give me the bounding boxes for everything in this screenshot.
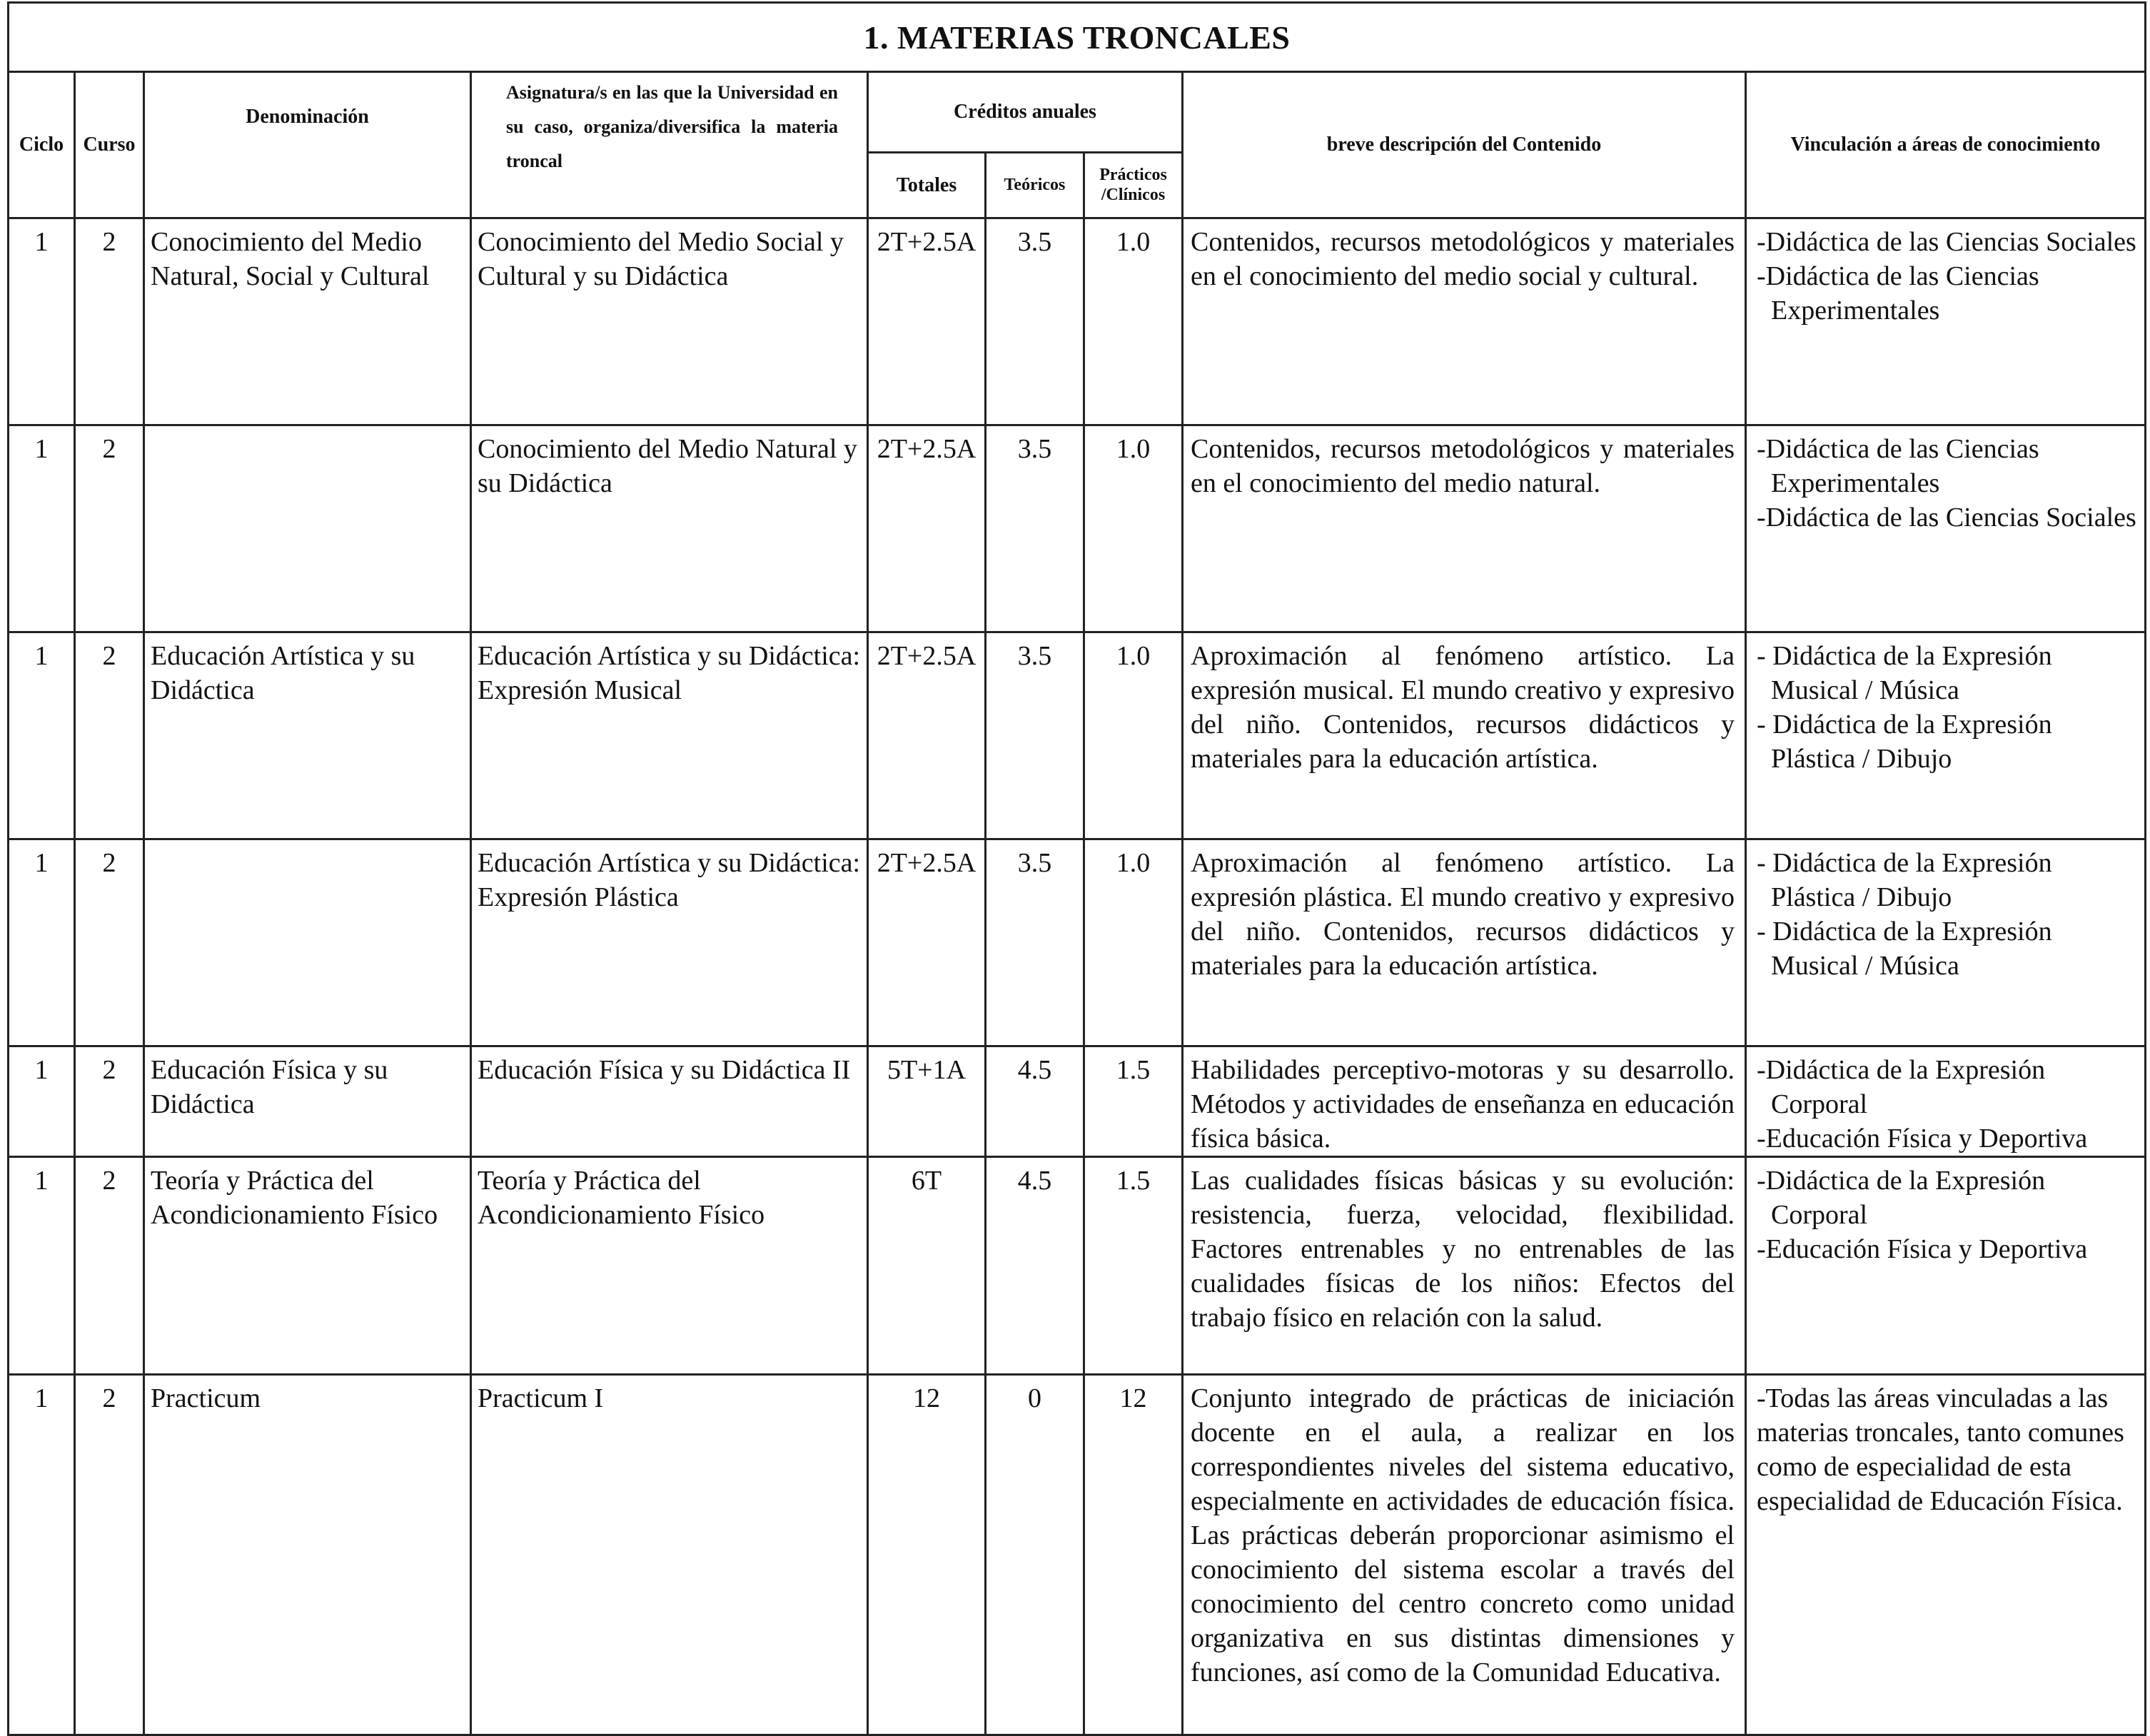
cell-teoricos: 3.5	[986, 839, 1084, 1046]
cell-vinculacion	[1746, 1157, 2146, 1375]
vinculacion-item: -Didáctica de las Ciencias Experimentales	[1757, 434, 2039, 498]
header-vinculacion: Vinculación a áreas de conocimiento	[1746, 72, 2146, 218]
table-row	[9, 218, 2146, 425]
cell-practicos: 1.5	[1084, 1157, 1183, 1375]
cell-totales: 2T+2.5A	[868, 425, 986, 632]
vinculacion-item: -Educación Física y Deportiva	[1757, 1234, 2088, 1264]
cell-curso: 2	[75, 1157, 144, 1375]
header-practicos: Prácticos /Clínicos	[1084, 153, 1183, 218]
cell-descripcion: Aproximación al fenómeno artístico. La expresión musical. El mundo creativo y expresivo del niño. Contenidos, recursos didácticos y materiales para la educación artística.	[1183, 632, 1746, 839]
cell-teoricos: 4.5	[986, 1157, 1084, 1375]
document-page	[7, 1, 2144, 1687]
header-totales: Totales	[868, 153, 986, 218]
cell-totales: 2T+2.5A	[868, 839, 986, 1046]
cell-vinculacion	[1746, 1375, 2146, 1735]
header-teoricos: Teóricos	[986, 153, 1084, 218]
cell-descripcion: Contenidos, recursos metodológicos y materiales en el conocimiento del medio natural.	[1183, 425, 1746, 632]
vinculacion-item: -Didáctica de las Ciencias Sociales	[1757, 227, 2136, 257]
cell-asignatura: Educación Artística y su Didáctica: Expresión Musical	[471, 632, 868, 839]
cell-denominacion	[144, 425, 471, 632]
header-ciclo: Ciclo	[9, 72, 75, 218]
vinculacion-item: -Didáctica de las Ciencias Experimentales	[1757, 261, 2039, 326]
cell-teoricos: 3.5	[986, 218, 1084, 425]
cell-totales: 6T	[868, 1157, 986, 1375]
cell-vinculacion	[1746, 1046, 2146, 1157]
cell-asignatura: Conocimiento del Medio Natural y su Didáctica	[471, 425, 868, 632]
cell-totales: 5T+1A	[868, 1046, 986, 1157]
vinculacion-item: -Educación Física y Deportiva	[1757, 1124, 2088, 1154]
cell-totales: 2T+2.5A	[868, 632, 986, 839]
cell-practicos: 1.0	[1084, 425, 1183, 632]
table-row	[9, 1157, 2146, 1375]
cell-curso: 2	[75, 218, 144, 425]
cell-curso: 2	[75, 1046, 144, 1157]
cell-practicos: 1.0	[1084, 632, 1183, 839]
table-row	[9, 425, 2146, 632]
cell-practicos: 1.0	[1084, 218, 1183, 425]
cell-descripcion: Conjunto integrado de prácticas de iniciación docente en el aula, a realizar en los correspondientes niveles del sistema educativo, especialmente en actividades de educación física. Las prácticas deberán proporcionar asimismo el conocimiento del sistema escolar a través del conocimiento del centro concreto como unidad organizativa en sus distintas dimensiones y funciones, así como de la Comunidad Educativa.	[1183, 1375, 1746, 1735]
vinculacion-item: -Didáctica de la Expresión Corporal	[1757, 1055, 2046, 1119]
vinculacion-item: -Todas las áreas vinculadas a las materias troncales, tanto comunes como de especialidad de esta especialidad de Educación Física.	[1757, 1383, 2124, 1516]
cell-vinculacion	[1746, 425, 2146, 632]
vinculacion-item: -Didáctica de las Ciencias Sociales	[1757, 503, 2136, 533]
cell-denominacion: Educación Artística y su Didáctica	[144, 632, 471, 839]
cell-descripcion: Contenidos, recursos metodológicos y materiales en el conocimiento del medio social y cultural.	[1183, 218, 1746, 425]
page-title: 1. MATERIAS TRONCALES	[9, 3, 2146, 72]
header-curso: Curso	[75, 72, 144, 218]
vinculacion-item: - Didáctica de la Expresión Plástica / Dibujo	[1757, 848, 2052, 912]
cell-denominacion: Educación Física y su Didáctica	[144, 1046, 471, 1157]
table-row	[9, 1046, 2146, 1157]
cell-denominacion: Conocimiento del Medio Natural, Social y Cultural	[144, 218, 471, 425]
table-row	[9, 839, 2146, 1046]
cell-descripcion: Aproximación al fenómeno artístico. La expresión plástica. El mundo creativo y expresivo del niño. Contenidos, recursos didácticos y materiales para la educación artística.	[1183, 839, 1746, 1046]
cell-asignatura: Teoría y Práctica del Acondicionamiento Físico	[471, 1157, 868, 1375]
cell-practicos: 12	[1084, 1375, 1183, 1735]
cell-vinculacion	[1746, 632, 2146, 839]
cell-asignatura: Educación Física y su Didáctica II	[471, 1046, 868, 1157]
cell-ciclo: 1	[9, 218, 75, 425]
header-asignatura: Asignatura/s en las que la Universidad en su caso, organiza/diversifica la materia troncal	[471, 72, 868, 218]
vinculacion-item: - Didáctica de la Expresión Musical / Música	[1757, 917, 2052, 981]
cell-teoricos: 3.5	[986, 425, 1084, 632]
cell-ciclo: 1	[9, 632, 75, 839]
cell-teoricos: 3.5	[986, 632, 1084, 839]
cell-vinculacion	[1746, 218, 2146, 425]
cell-ciclo: 1	[9, 1375, 75, 1735]
header-descripcion: breve descripción del Contenido	[1183, 72, 1746, 218]
cell-curso: 2	[75, 425, 144, 632]
cell-curso: 2	[75, 1375, 144, 1735]
cell-totales: 12	[868, 1375, 986, 1735]
header-denominacion: Denominación	[144, 72, 471, 218]
cell-ciclo: 1	[9, 1157, 75, 1375]
cell-ciclo: 1	[9, 839, 75, 1046]
table-row	[9, 632, 2146, 839]
vinculacion-item: -Didáctica de la Expresión Corporal	[1757, 1166, 2046, 1230]
materias-troncales-table	[7, 1, 2146, 1736]
cell-practicos: 1.0	[1084, 839, 1183, 1046]
cell-descripcion: Habilidades perceptivo-motoras y su desarrollo. Métodos y actividades de enseñanza en educación física básica.	[1183, 1046, 1746, 1157]
cell-vinculacion	[1746, 839, 2146, 1046]
vinculacion-item: - Didáctica de la Expresión Plástica / Dibujo	[1757, 710, 2052, 774]
cell-denominacion	[144, 839, 471, 1046]
table-row	[9, 1375, 2146, 1735]
cell-asignatura: Educación Artística y su Didáctica: Expresión Plástica	[471, 839, 868, 1046]
cell-ciclo: 1	[9, 1046, 75, 1157]
cell-curso: 2	[75, 839, 144, 1046]
cell-descripcion: Las cualidades físicas básicas y su evolución: resistencia, fuerza, velocidad, flexibilidad. Factores entrenables y no entrenables de las cualidades físicas de los niños: Efectos del trabajo físico en relación con la salud.	[1183, 1157, 1746, 1375]
cell-teoricos: 4.5	[986, 1046, 1084, 1157]
cell-asignatura: Practicum I	[471, 1375, 868, 1735]
cell-curso: 2	[75, 632, 144, 839]
vinculacion-item: - Didáctica de la Expresión Musical / Música	[1757, 641, 2052, 705]
cell-denominacion: Practicum	[144, 1375, 471, 1735]
cell-denominacion: Teoría y Práctica del Acondicionamiento Físico	[144, 1157, 471, 1375]
cell-asignatura: Conocimiento del Medio Social y Cultural y su Didáctica	[471, 218, 868, 425]
header-creditos-anuales: Créditos anuales	[868, 72, 1183, 153]
cell-totales: 2T+2.5A	[868, 218, 986, 425]
cell-teoricos: 0	[986, 1375, 1084, 1735]
cell-ciclo: 1	[9, 425, 75, 632]
cell-practicos: 1.5	[1084, 1046, 1183, 1157]
